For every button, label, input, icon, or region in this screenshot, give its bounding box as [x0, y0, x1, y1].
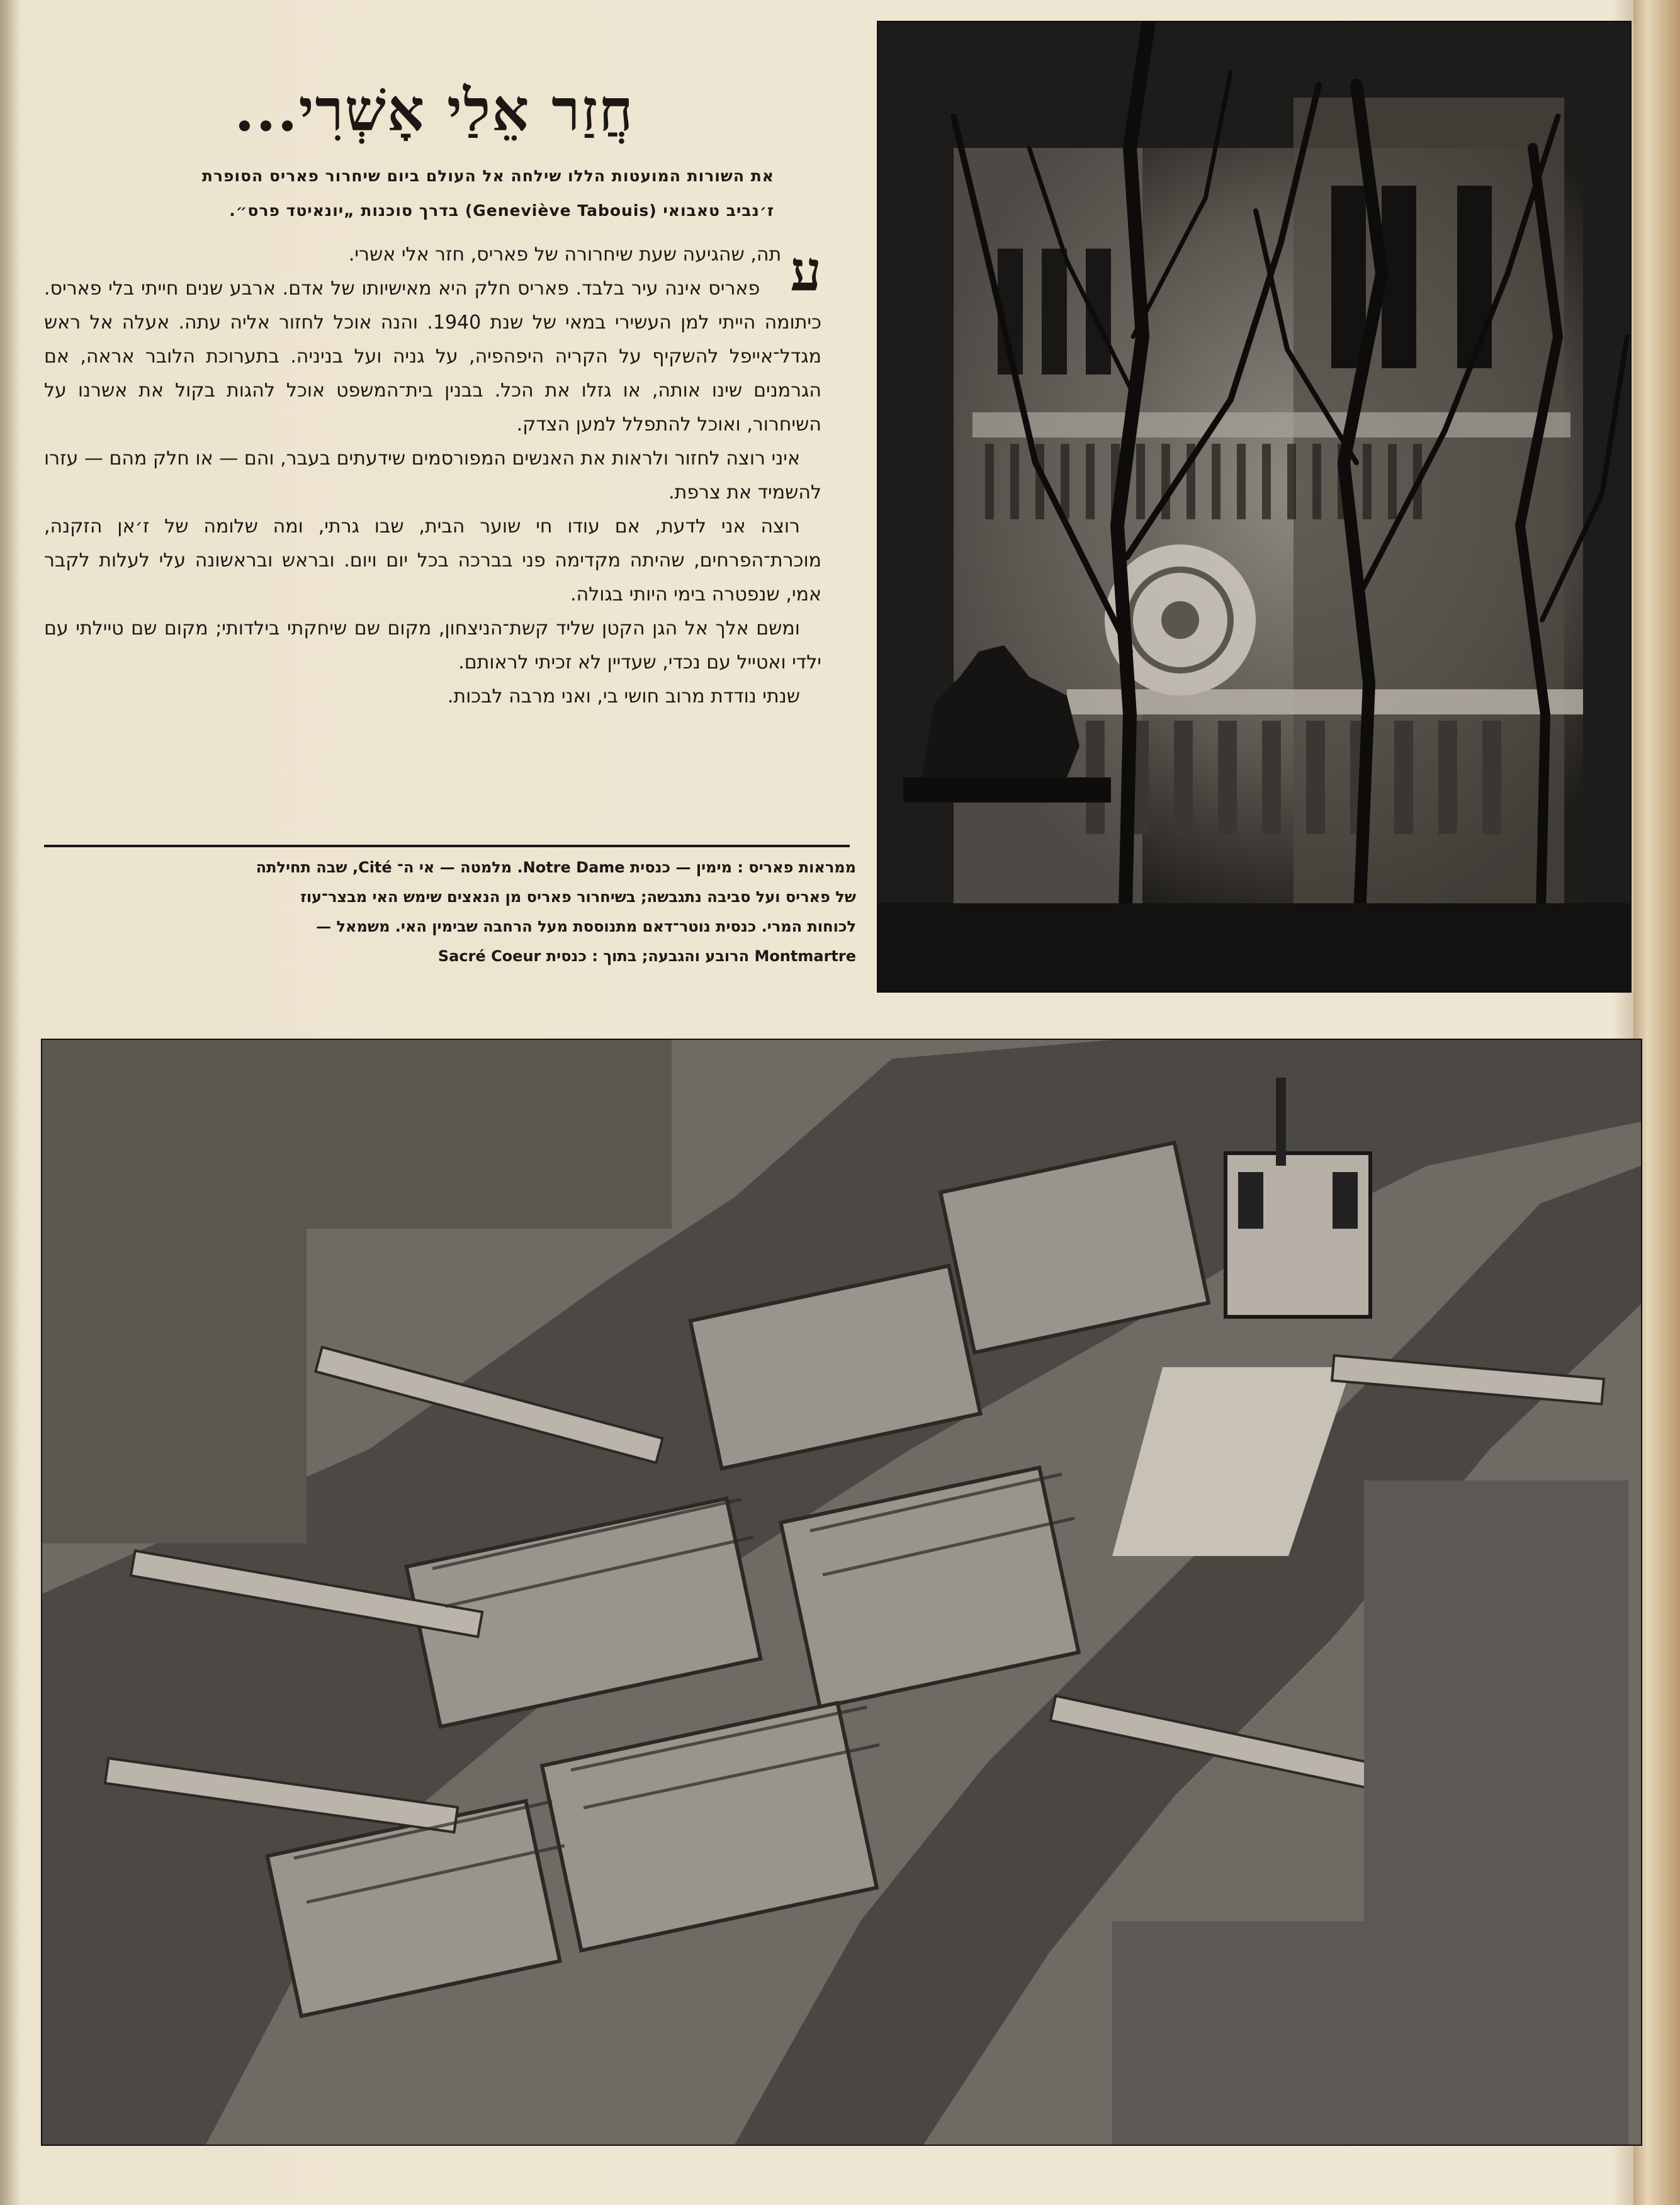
- article-title: חֲזַר אֵלַי אָשְׁרִי...: [234, 76, 634, 144]
- photo-caption: [38, 853, 856, 982]
- intro-line: ז׳נביב טאבואי (Geneviève Tabouis) בדרך סוכנות „יונאיטד פרס״.: [229, 201, 774, 220]
- paragraph: רוצה אני לדעת, אם עודו חי שוער הבית, שבו גרתי, ומה שלומה של ז׳אן הזקנה, מוכרת־הפרחים, שהיתה מקדימה פני בברכה בכל יום ויום. ובראש ובראשונה עלי לעלות לקבר אמי, שנפטרה בימי היותי בגולה.: [44, 516, 821, 606]
- paragraph: [44, 238, 821, 303]
- notre-dame-photo: [877, 21, 1632, 993]
- drop-cap: ע: [790, 238, 821, 303]
- caption-line: ממראות פאריס : מימין — כנסית Notre Dame. מלמטה — אי ה־ Cité, שבה תחילתה: [256, 859, 856, 876]
- caption-line: של פאריס ועל סביבה נתגבשה; בשיחרור פאריס מן הנאצים שימש האי מבצר־עוז: [300, 888, 856, 906]
- paragraph: ומשם אלך אל הגן הקטן שליד קשת־הניצחון, מקום שם שיחקתי בילדותי; מקום שם טיילתי עם ילדי ואטייל עם נכדי, שעדיין לא זכיתי לראותם.: [44, 618, 821, 674]
- caption-line: Montmartre הרובע והגבעה; בתוך : כנסית Sacré Coeur: [437, 947, 856, 965]
- caption-line: לכוחות המרי. כנסית נוטר־דאם מתנוססת מעל הרחבה שבימין האי. משמאל —: [316, 918, 856, 935]
- paragraph: פאריס אינה עיר בלבד. פאריס חלק היא מאישיותו של אדם. ארבע שנים חייתי בלי פאריס. כיתומה הייתי למן העשירי במאי של שנת 1940. והנה אוכל לחזור אליה עתה. אעלה אל ראש מגדל־אייפל להשקיף על הקריה היפהפיה, על גניה ועל בניניה. בתערוכת הלובר אראה, אם הגרמנים שינו אותה, או גזלו את הכל. בבנין בית־המשפט אוכל להגות בקול את אשרנו על השיחרור, ואוכל להתפלל למען הצדק.: [44, 278, 822, 436]
- paragraph: איני רוצה לחזור ולראות את האנשים המפורסמים שידעתים בעבר, והם — או חלק מהם — עזרו להשמיד את צרפת.: [44, 448, 821, 504]
- paragraph-text: תה, שהגיעה שעת שיחרורה של פאריס, חזר אלי אשרי.: [348, 244, 782, 266]
- caption-rule: [44, 845, 850, 847]
- ile-de-la-cite-photo: [41, 1039, 1642, 2146]
- article-intro: [44, 159, 774, 228]
- intro-line: את השורות המועטות הללו שילחה אל העולם ביום שיחרור פאריס הסופרת: [201, 167, 774, 185]
- notre-dame-illustration: [878, 22, 1630, 991]
- binding-shadow: [0, 0, 19, 2205]
- aerial-city-illustration: [42, 1040, 1641, 2145]
- article-body: [44, 238, 821, 830]
- paragraph: שנתי נודדת מרוב חושי בי, ואני מרבה לבכות.: [447, 685, 800, 708]
